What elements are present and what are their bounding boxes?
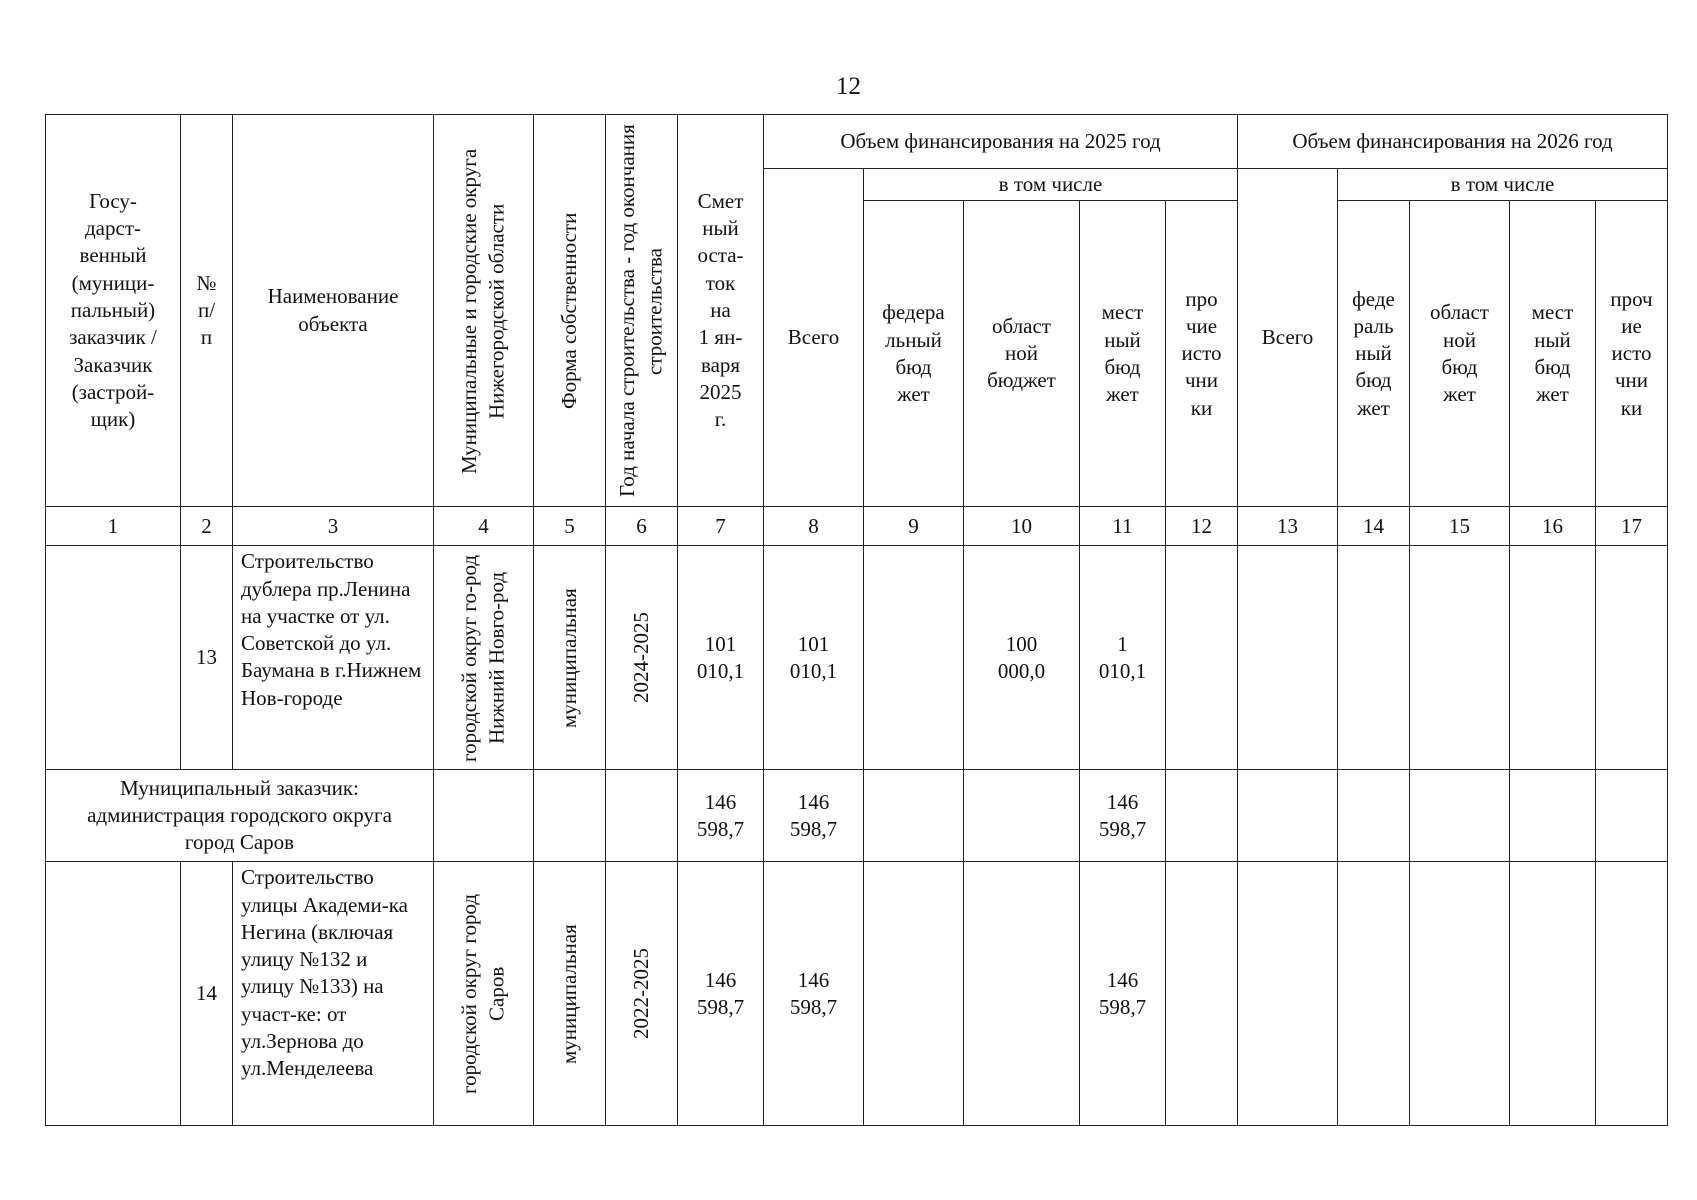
regional-2025-value xyxy=(964,862,1080,1126)
remainder-value: 146 598,7 xyxy=(678,862,764,1126)
district-cell xyxy=(434,546,534,770)
column-number: 4 xyxy=(434,507,534,546)
column-number: 15 xyxy=(1410,507,1510,546)
header-financing-2025: Объем финансирования на 2025 год xyxy=(764,115,1238,169)
header-years xyxy=(606,115,678,507)
column-numbers-row xyxy=(46,507,1668,546)
header-years-text: Год начала строительства - год окончания строительства xyxy=(615,124,667,498)
financing-table xyxy=(45,114,1668,1126)
column-number: 11 xyxy=(1080,507,1166,546)
local-2025-value: 1 010,1 xyxy=(1080,546,1166,770)
remainder-value: 146 598,7 xyxy=(678,770,764,862)
header-number: № п/ п xyxy=(181,115,233,507)
header-other-2025: про чие исто чни ки xyxy=(1166,201,1238,507)
header-total-2025: Всего xyxy=(764,169,864,507)
federal-2026-value xyxy=(1338,862,1410,1126)
header-financing-2026: Объем финансирования на 2026 год xyxy=(1238,115,1668,169)
local-2026-value xyxy=(1510,862,1596,1126)
header-including-2025: в том числе xyxy=(864,169,1238,201)
header-district-text: Муниципальные и городские округа Нижегородской области xyxy=(457,148,509,474)
header-regional-2026: област ной бюд жет xyxy=(1410,201,1510,507)
header-local-2025: мест ный бюд жет xyxy=(1080,201,1166,507)
total-2025-value: 101 010,1 xyxy=(764,546,864,770)
row-number: 14 xyxy=(181,862,233,1126)
column-number: 3 xyxy=(233,507,434,546)
header-customer: Госу- дарст- венный (муници- пальный) заказчик / Заказчик (застрой- щик) xyxy=(46,115,181,507)
other-2026-value xyxy=(1596,770,1668,862)
remainder-value: 101 010,1 xyxy=(678,546,764,770)
column-number: 17 xyxy=(1596,507,1668,546)
ownership-cell xyxy=(534,770,606,862)
customer-row xyxy=(46,770,1668,862)
header-total-2026: Всего xyxy=(1238,169,1338,507)
table-row xyxy=(46,546,1668,770)
customer-cell xyxy=(46,862,181,1126)
regional-2025-value xyxy=(964,770,1080,862)
ownership-cell xyxy=(534,546,606,770)
years-cell xyxy=(606,770,678,862)
municipal-customer-label: Муниципальный заказчик: администрация городского округа город Саров xyxy=(46,770,434,862)
column-number: 2 xyxy=(181,507,233,546)
page-number: 12 xyxy=(836,73,861,100)
total-2025-value: 146 598,7 xyxy=(764,770,864,862)
district-text: городской округ город Саров xyxy=(457,893,509,1094)
years-cell xyxy=(606,546,678,770)
header-local-2026: мест ный бюд жет xyxy=(1510,201,1596,507)
row-number: 13 xyxy=(181,546,233,770)
header-ownership-text: Форма собственности xyxy=(556,212,581,409)
header-object-name: Наименование объекта xyxy=(233,115,434,507)
other-2026-value xyxy=(1596,546,1668,770)
table-row xyxy=(46,862,1668,1126)
column-number: 1 xyxy=(46,507,181,546)
header-federal-2025: федера льный бюд жет xyxy=(864,201,964,507)
regional-2026-value xyxy=(1410,546,1510,770)
local-2025-value: 146 598,7 xyxy=(1080,862,1166,1126)
total-2026-value xyxy=(1238,546,1338,770)
column-number: 13 xyxy=(1238,507,1338,546)
header-other-2026: проч ие исто чни ки xyxy=(1596,201,1668,507)
other-2025-value xyxy=(1166,546,1238,770)
other-2025-value xyxy=(1166,770,1238,862)
district-cell xyxy=(434,862,534,1126)
other-2025-value xyxy=(1166,862,1238,1126)
ownership-text: муниципальная xyxy=(556,587,581,728)
federal-2025-value xyxy=(864,546,964,770)
regional-2026-value xyxy=(1410,770,1510,862)
column-number: 8 xyxy=(764,507,864,546)
ownership-cell xyxy=(534,862,606,1126)
years-cell xyxy=(606,862,678,1126)
federal-2026-value xyxy=(1338,770,1410,862)
total-2025-value: 146 598,7 xyxy=(764,862,864,1126)
column-number: 6 xyxy=(606,507,678,546)
column-number: 5 xyxy=(534,507,606,546)
column-number: 10 xyxy=(964,507,1080,546)
federal-2026-value xyxy=(1338,546,1410,770)
local-2026-value xyxy=(1510,770,1596,862)
local-2025-value: 146 598,7 xyxy=(1080,770,1166,862)
federal-2025-value xyxy=(864,862,964,1126)
header-row-1 xyxy=(46,115,1668,169)
column-number: 14 xyxy=(1338,507,1410,546)
local-2026-value xyxy=(1510,546,1596,770)
header-district xyxy=(434,115,534,507)
years-text: 2022-2025 xyxy=(628,948,653,1040)
header-federal-2026: феде раль ный бюд жет xyxy=(1338,201,1410,507)
header-ownership xyxy=(534,115,606,507)
district-text: городской округ го-род Нижний Новго-род xyxy=(457,554,509,762)
total-2026-value xyxy=(1238,770,1338,862)
years-text: 2024-2025 xyxy=(628,612,653,704)
column-number: 7 xyxy=(678,507,764,546)
object-name: Строительство дублера пр.Ленина на участке от ул. Советской до ул. Баумана в г.Нижнем Нов-городе xyxy=(233,546,434,770)
regional-2026-value xyxy=(1410,862,1510,1126)
column-number: 16 xyxy=(1510,507,1596,546)
regional-2025-value: 100 000,0 xyxy=(964,546,1080,770)
ownership-text: муниципальная xyxy=(556,923,581,1064)
customer-cell xyxy=(46,546,181,770)
header-including-2026: в том числе xyxy=(1338,169,1668,201)
header-remainder: Смет ный оста- ток на 1 ян- варя 2025 г. xyxy=(678,115,764,507)
column-number: 9 xyxy=(864,507,964,546)
column-number: 12 xyxy=(1166,507,1238,546)
header-regional-2025: област ной бюджет xyxy=(964,201,1080,507)
object-name: Строительство улицы Академи-ка Негина (включая улицу №132 и улицу №133) на участ-ке: от ул.Зернова до ул.Менделеева xyxy=(233,862,434,1126)
other-2026-value xyxy=(1596,862,1668,1126)
total-2026-value xyxy=(1238,862,1338,1126)
federal-2025-value xyxy=(864,770,964,862)
district-cell xyxy=(434,770,534,862)
